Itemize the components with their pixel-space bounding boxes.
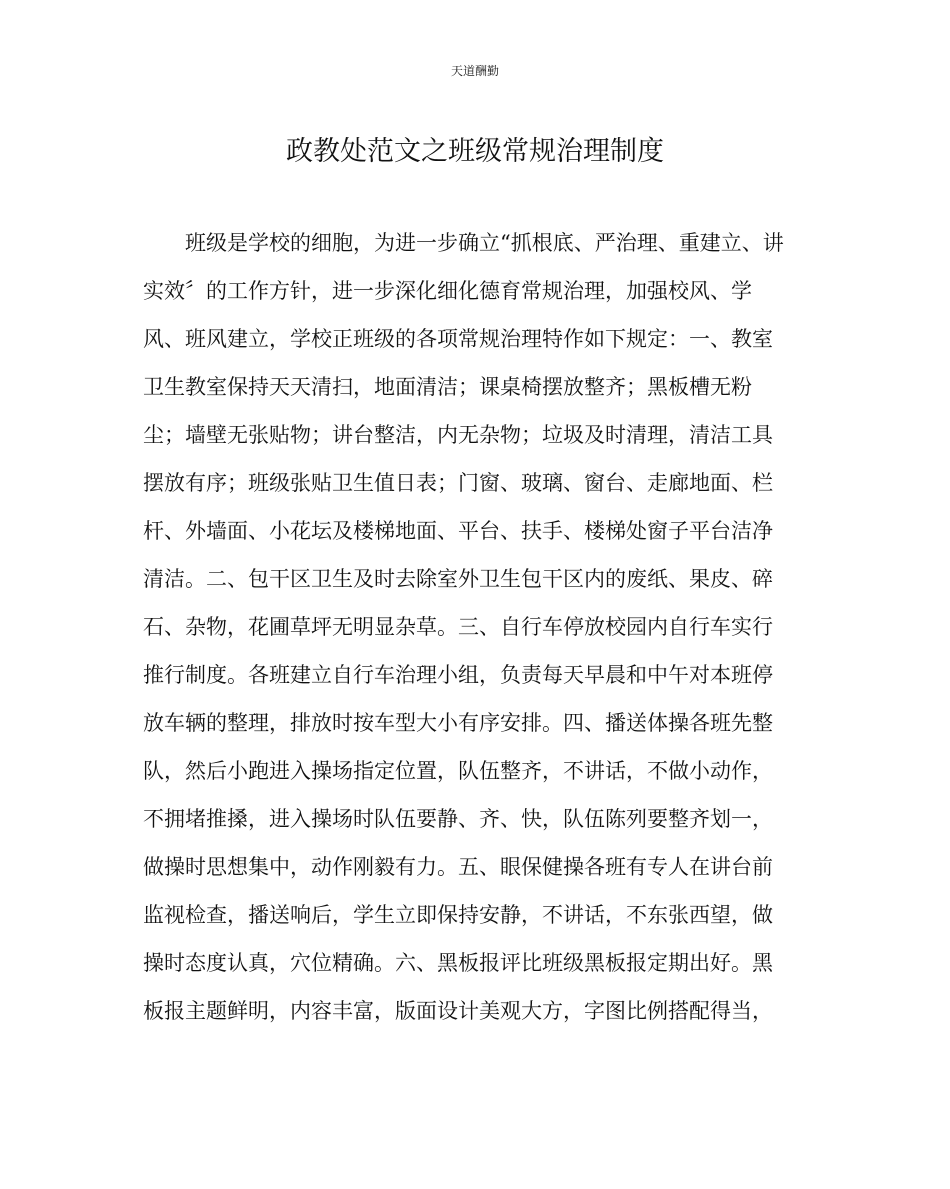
body-text [143, 219, 813, 1035]
body-line: 班级是学校的细胞，为进一步确立“抓根底、严治理、重建立、讲 [185, 231, 784, 255]
body-line: 杆、外墙面、小花坛及楼梯地面、平台、扶手、楼梯处窗子平台洁净 [143, 519, 773, 543]
body-line: 实效〞的工作方针，进一步深化细化德育常规治理，加强校风、学 [143, 279, 752, 303]
body-line: 监视检查，播送响后，学生立即保持安静，不讲话，不东张西望，做 [143, 903, 773, 927]
body-line: 尘；墙壁无张贴物；讲台整洁，内无杂物；垃圾及时清理，清洁工具 [143, 423, 773, 447]
body-line: 风、班风建立，学校正班级的各项常规治理特作如下规定：一、教室 [143, 327, 773, 351]
body-line: 石、杂物，花圃草坪无明显杂草。三、自行车停放校园内自行车实行 [143, 615, 773, 639]
body-line: 操时态度认真，穴位精确。六、黑板报评比班级黑板报定期出好。黑 [143, 951, 773, 975]
page-header: 天道酬勤 [450, 64, 499, 78]
body-line: 摆放有序；班级张贴卫生值日表；门窗、玻璃、窗台、走廊地面、栏 [143, 471, 773, 495]
body-line: 板报主题鲜明，内容丰富，版面设计美观大方，字图比例搭配得当， [143, 999, 773, 1023]
body-line: 不拥堵推搡，进入操场时队伍要静、齐、快，队伍陈列要整齐划一， [143, 807, 773, 831]
body-line: 做操时思想集中，动作刚毅有力。五、眼保健操各班有专人在讲台前 [143, 855, 773, 879]
document-title: 政教处范文之班级常规治理制度 [286, 136, 664, 167]
body-line: 放车辆的整理，排放时按车型大小有序安排。四、播送体操各班先整 [143, 711, 773, 735]
body-line: 推行制度。各班建立自行车治理小组，负责每天早晨和中午对本班停 [143, 663, 773, 687]
body-line: 队，然后小跑进入操场指定位置，队伍整齐，不讲话，不做小动作， [143, 759, 773, 783]
body-line: 清洁。二、包干区卫生及时去除室外卫生包干区内的废纸、果皮、碎 [143, 567, 773, 591]
body-line: 卫生教室保持天天清扫，地面清洁；课桌椅摆放整齐；黑板槽无粉 [143, 375, 752, 399]
